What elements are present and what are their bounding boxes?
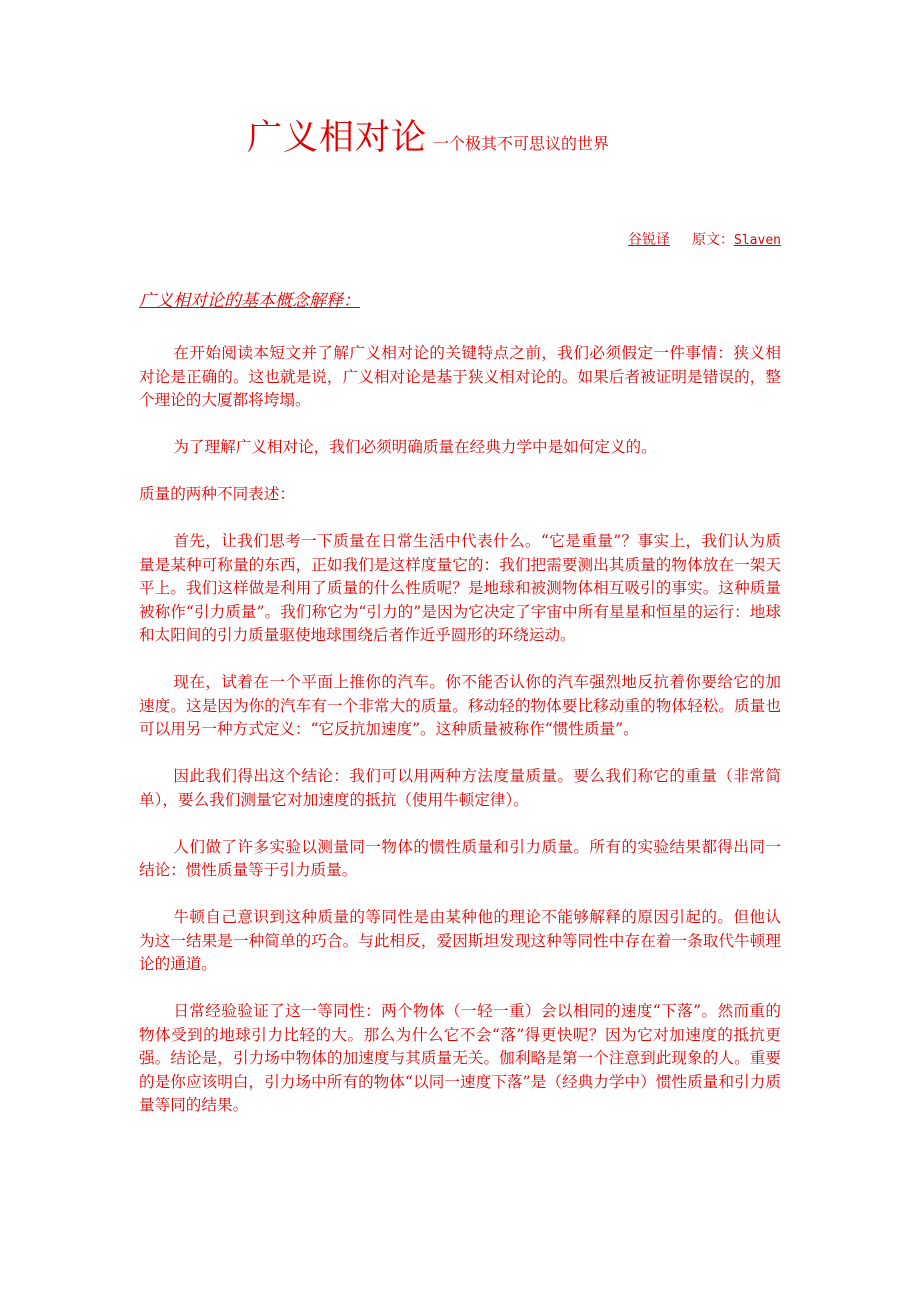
paragraph: 日常经验验证了这一等同性：两个物体（一轻一重）会以相同的速度“下落”。然而重的物体受到的地球引力比轻的大。那么为什么它不会“落”得更快呢？因为它对加速度的抵抗更强。结论是，引力场中物体的加速度与其质量无关。伽利略是第一个注意到此现象的人。重要的是你应该明白，引力场中所有的物体“以同一速度下落”是（经典力学中）惯性质量和引力质量等同的结果。 [139, 1002, 781, 1114]
paragraph: 现在，试着在一个平面上推你的汽车。你不能否认你的汽车强烈地反抗着你要给它的加速度。这是因为你的汽车有一个非常大的质量。移动轻的物体要比移动重的物体轻松。质量也可以用另一种方式定义：“它反抗加速度”。这种质量被称作“惯性质量”。 [139, 673, 781, 738]
document-subtitle: 一个极其不可思议的世界 [433, 134, 610, 153]
paragraph: 因此我们得出这个结论：我们可以用两种方法度量质量。要么我们称它的重量（非常简单），要么我们测量它对加速度的抵抗（使用牛顿定律）。 [139, 767, 781, 809]
author-link[interactable]: Slaven [734, 233, 781, 248]
paragraph: 在开始阅读本短文并了解广义相对论的关键特点之前，我们必须假定一件事情：狭义相对论是正确的。这也就是说，广义相对论是基于狭义相对论的。如果后者被证明是错误的，整个理论的大厦都将垮塌。 [139, 344, 781, 409]
paragraph: 首先，让我们思考一下质量在日常生活中代表什么。“它是重量”？事实上，我们认为质量是某种可称量的东西，正如我们是这样度量它的：我们把需要测出其质量的物体放在一架天平上。我们这样做是利用了质量的什么性质呢？是地球和被测物体相互吸引的事实。这种质量被称作“引力质量”。我们称它为“引力的”是因为它决定了宇宙中所有星星和恒星的运行：地球和太阳间的引力质量驱使地球围绕后者作近乎圆形的环绕运动。 [139, 532, 781, 644]
paragraph: 牛顿自己意识到这种质量的等同性是由某种他的理论不能够解释的原因引起的。但他认为这一结果是一种简单的巧合。与此相反，爱因斯坦发现这种等同性中存在着一条取代牛顿理论的通道。 [139, 908, 781, 973]
credits-line [628, 229, 781, 249]
body-text [139, 342, 781, 1141]
document-title: 广义相对论 [247, 118, 428, 158]
paragraph: 为了理解广义相对论，我们必须明确质量在经典力学中是如何定义的。 [173, 438, 657, 456]
section-heading: 广义相对论的基本概念解释： [139, 291, 360, 311]
source-label: 原文： [692, 232, 735, 248]
paragraph: 人们做了许多实验以测量同一物体的惯性质量和引力质量。所有的实验结果都得出同一结论：惯性质量等于引力质量。 [139, 837, 781, 879]
subsection-label: 质量的两种不同表述： [139, 485, 295, 503]
translator-link[interactable]: 谷锐译 [628, 232, 671, 248]
title-line [247, 110, 609, 160]
